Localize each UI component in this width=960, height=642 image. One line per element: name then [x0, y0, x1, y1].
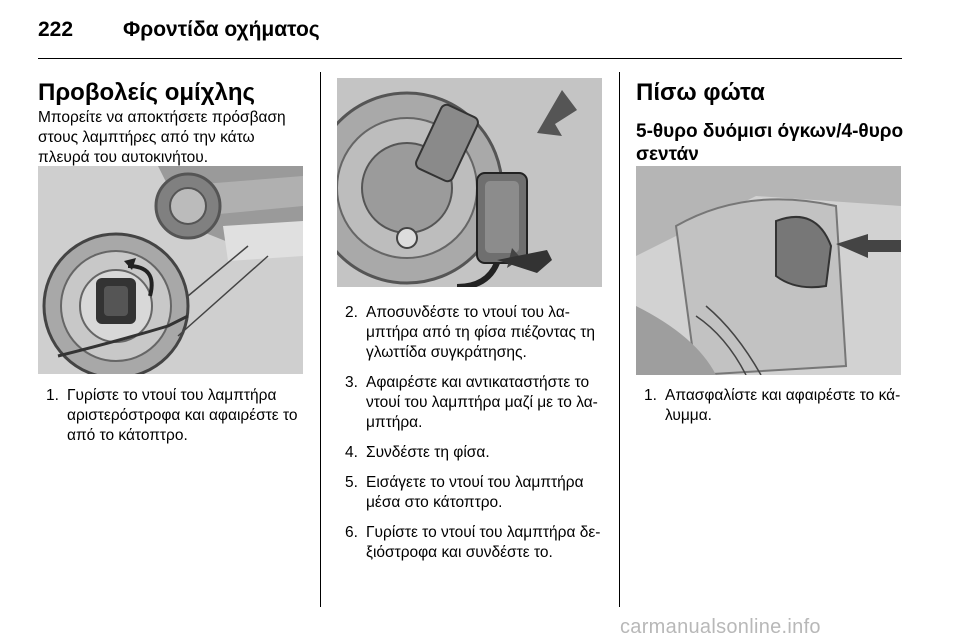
column-divider-right	[619, 72, 620, 607]
middle-steps	[345, 303, 607, 573]
step-5: 5. Εισάγετε το ντουί του λαμπτήρα μέσα στο κάτοπτρο.	[345, 474, 584, 511]
bulb-holder-figure	[337, 78, 602, 287]
step-1: 1. Γυρίστε το ντουί του λαμπτήρα αριστερόστροφα και αφαιρέστε το από το κάτοπτρο.	[46, 387, 298, 444]
step-4: 4. Συνδέστε τη φίσα.	[345, 444, 490, 461]
right-column	[636, 78, 906, 166]
rear-light-illustration	[636, 166, 901, 375]
fog-light-illustration	[38, 166, 303, 374]
page-number: 222	[38, 18, 74, 41]
right-steps	[644, 386, 906, 436]
step-6: 6. Γυρίστε το ντουί του λαμπτήρα δε- ξιόστροφα και συνδέστε το.	[345, 524, 601, 561]
fog-light-figure	[38, 166, 303, 374]
left-steps	[46, 386, 308, 456]
section-title: Φροντίδα οχήματος	[123, 18, 320, 41]
bulb-holder-illustration	[337, 78, 602, 287]
step-3: 3. Αφαιρέστε και αντικαταστήστε το ντουί του λαμπτήρα μαζί με το λα- μπτήρα.	[345, 374, 598, 431]
header-divider	[38, 58, 902, 59]
left-column	[38, 78, 308, 168]
rear-light-figure	[636, 166, 901, 375]
step-1-rear: 1. Απασφαλίστε και αφαιρέστε το κά- λυμμα.	[644, 387, 901, 424]
step-2: 2. Αποσυνδέστε το ντουί του λα- μπτήρα από τη φίσα πιέζοντας τη γλωττίδα συγκράτησης.	[345, 304, 596, 361]
watermark: carmanualsonline.info	[620, 616, 821, 638]
rear-lights-subtitle: 5-θυρο δυόμισι όγκων/4-θυρο σεντάν	[636, 121, 904, 165]
rear-lights-title: Πίσω φώτα	[636, 79, 765, 106]
column-divider-left	[320, 72, 321, 607]
fog-lights-intro: Μπορείτε να αποκτήσετε πρόσβαση στους λαμπτήρες από την κάτω πλευρά του αυτοκινήτου.	[38, 109, 286, 166]
page-header	[38, 14, 902, 48]
fog-lights-title: Προβολείς ομίχλης	[38, 79, 256, 106]
